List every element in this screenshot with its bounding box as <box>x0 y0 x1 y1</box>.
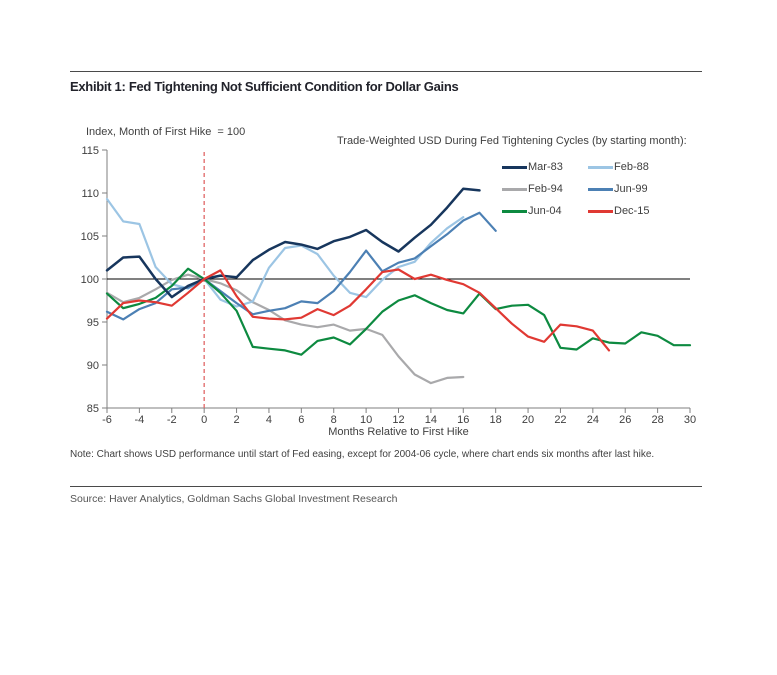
x-tick-label: 8 <box>330 414 337 426</box>
legend-label: Dec-15 <box>614 204 650 217</box>
x-tick-label: 2 <box>233 414 240 426</box>
legend-item-feb-94 <box>502 178 588 200</box>
legend-swatch-jun-99 <box>588 188 613 191</box>
legend-swatch-jun-04 <box>502 210 527 213</box>
legend-label: Jun-99 <box>614 182 648 195</box>
chart-note: Note: Chart shows USD performance until start of Fed easing, except for 2004-06 cycle, where chart ends six months after last hike. <box>70 449 655 460</box>
x-tick-label: 30 <box>683 414 697 426</box>
top-divider <box>70 71 702 72</box>
x-axis-title: Months Relative to First Hike <box>328 426 469 438</box>
chart-legend <box>502 156 674 222</box>
y-tick-label: 95 <box>86 317 99 329</box>
legend-swatch-dec-15 <box>588 210 613 213</box>
x-tick-label: 16 <box>457 414 470 426</box>
y-tick-label: 110 <box>81 188 99 200</box>
source-line: Source: Haver Analytics, Goldman Sachs Global Investment Research <box>70 493 398 505</box>
chart-title: Trade-Weighted USD During Fed Tightening Cycles (by starting month): <box>337 135 687 147</box>
legend-label: Mar-83 <box>528 160 563 173</box>
series-line-feb-94 <box>107 275 463 383</box>
y-tick-label: 115 <box>81 145 99 157</box>
y-tick-label: 105 <box>80 231 99 243</box>
x-tick-label: 18 <box>489 414 502 426</box>
x-tick-label: -2 <box>166 414 177 426</box>
legend-label: Jun-04 <box>528 204 562 217</box>
x-tick-label: 6 <box>298 414 305 426</box>
legend-item-mar-83 <box>502 156 588 178</box>
x-tick-label: 24 <box>586 414 599 426</box>
legend-swatch-feb-88 <box>588 166 613 169</box>
legend-item-feb-88 <box>588 156 674 178</box>
x-tick-label: -6 <box>102 414 112 426</box>
x-tick-label: 28 <box>651 414 664 426</box>
x-tick-label: 14 <box>424 414 438 426</box>
series-line-mar-83 <box>107 189 480 297</box>
x-tick-label: 12 <box>392 414 405 426</box>
x-tick-label: 20 <box>521 414 535 426</box>
x-tick-label: 10 <box>359 414 373 426</box>
y-tick-label: 85 <box>86 403 99 415</box>
legend-item-dec-15 <box>588 200 674 222</box>
x-tick-label: 26 <box>619 414 632 426</box>
x-tick-label: 22 <box>554 414 567 426</box>
x-tick-label: 4 <box>265 414 273 426</box>
legend-label: Feb-94 <box>528 182 563 195</box>
legend-item-jun-99 <box>588 178 674 200</box>
y-tick-label: 100 <box>80 274 99 286</box>
legend-swatch-mar-83 <box>502 166 527 169</box>
source-divider <box>70 486 702 487</box>
x-tick-label: -4 <box>134 414 145 426</box>
exhibit-title: Exhibit 1: Fed Tightening Not Sufficient Condition for Dollar Gains <box>70 79 459 94</box>
legend-label: Feb-88 <box>614 160 649 173</box>
series-line-feb-88 <box>107 199 463 307</box>
y-tick-label: 90 <box>86 360 99 372</box>
x-tick-label: 0 <box>201 414 208 426</box>
y-axis-units-label: Index, Month of First Hike = 100 <box>86 126 246 138</box>
series-line-dec-15 <box>107 270 609 351</box>
legend-swatch-feb-94 <box>502 188 527 191</box>
legend-item-jun-04 <box>502 200 588 222</box>
